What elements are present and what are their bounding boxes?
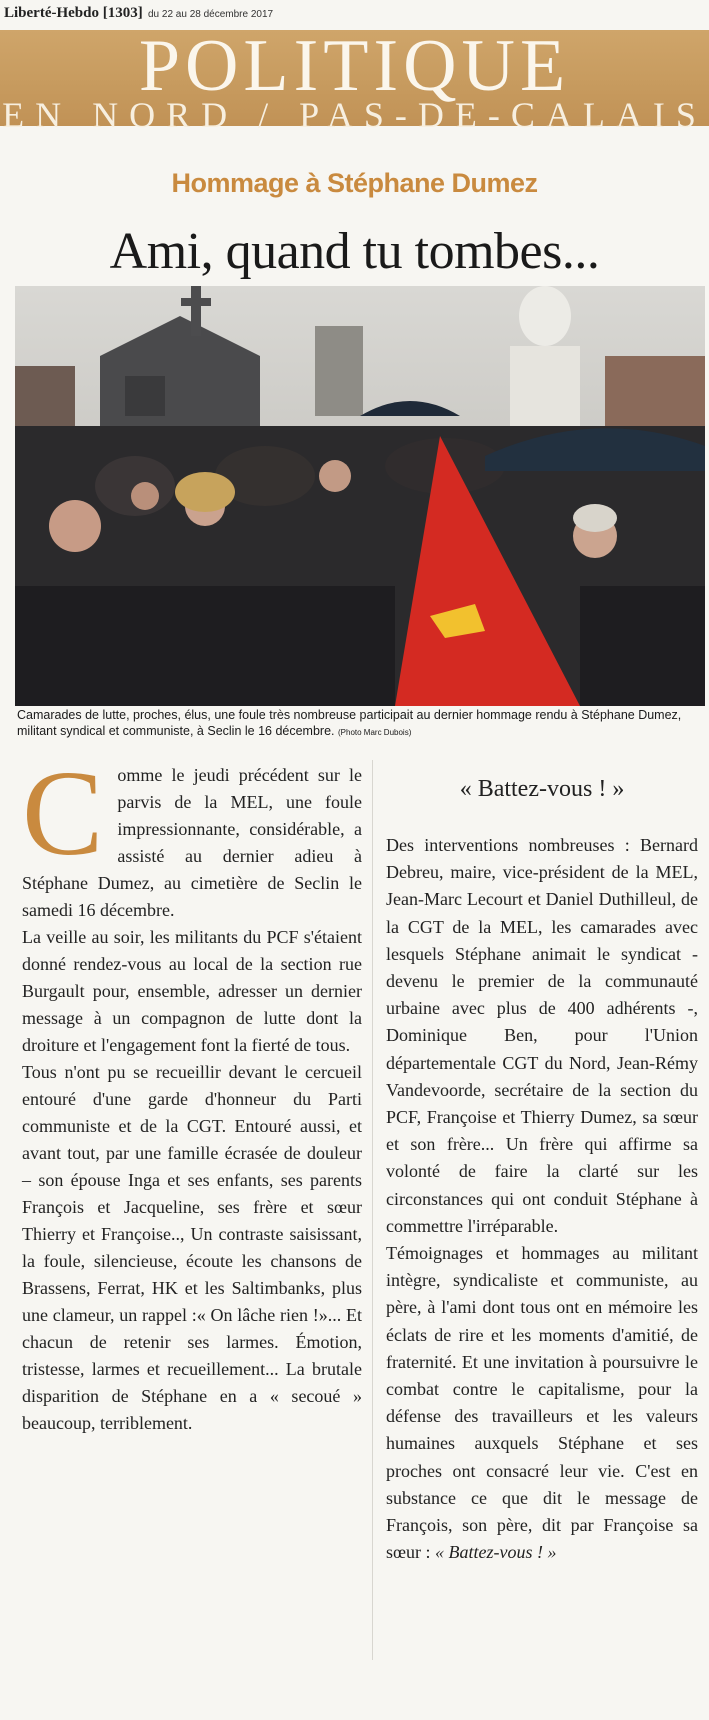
article-column-right xyxy=(386,832,698,1566)
article-kicker: Hommage à Stéphane Dumez xyxy=(171,168,538,198)
cemetery-crowd-photo xyxy=(15,286,705,706)
caption-text: Camarades de lutte, proches, élus, une foule très nombreuse participait au dernier hommage rendu à Stéphane Dumez, militant syndical et communiste, à Seclin le 16 décembre. xyxy=(17,708,682,738)
section-title: POLITIQUE xyxy=(138,25,571,107)
article-photo xyxy=(15,286,705,706)
section-banner xyxy=(0,25,709,135)
paragraph-1: omme le jeudi précédent sur le parvis de la MEL, une foule impressionnante, considérable, a assisté au dernier adieu à Stéphane Dumez, au cimetière de Seclin le samedi 16 décembre. xyxy=(22,765,362,920)
section-subhead: « Battez-vous ! » xyxy=(459,776,625,802)
drop-cap: C xyxy=(22,746,104,881)
issue-date: du 22 au 28 décembre 2017 xyxy=(148,9,274,20)
paragraph-5-text: Témoignages et hommages au militant intègre, syndicaliste et communiste, au père, à l'ami dont tous ont en mémoire les éclats de rire et les moments d'amitié, de fraternité. Et une invitation à poursuivre le combat contre le capitalisme, pour la défense des travailleurs et les valeurs humaines auxquels Stéphane et ses proches ont consacré leur vie. C'est en substance ce que dit le message de François, son père, dit par Françoise sa sœur : xyxy=(386,1243,698,1563)
photo-credit: (Photo Marc Dubois) xyxy=(338,728,412,737)
paragraph-2: La veille au soir, les militants du PCF s'étaient donné rendez-vous au local de la section rue Burgault pour, ensemble, adresser un dernier message à un compagnon de lutte dont la droiture et l'engagement font la fierté de tous. xyxy=(22,927,362,1055)
photo-caption xyxy=(17,707,705,741)
article-column-left xyxy=(22,746,362,1437)
paragraph-4: Des interventions nombreuses : Bernard Debreu, maire, vice-président de la MEL, Jean-Marc Lecourt et Daniel Duthilleul, de la CGT de la MEL, les camarades avec lesquels Stéphane animait le syndicat - devenu le premier de la communauté urbaine avec plus de 400 adhérents -, Dominique Ben, pour l'Union départementale CGT du Nord, Jean-Rémy Vandevoorde, secrétaire de la section du PCF, Françoise et Thierry Dumez, sa sœur et son frère... Un frère qui affirme sa volonté de faire la clarté sur les circonstances qui ont conduit Stéphane à commettre l'irréparable. xyxy=(386,835,698,1236)
paper-name: Liberté-Hebdo [1303] xyxy=(4,5,143,21)
section-subtitle: EN NORD / PAS-DE-CALAIS xyxy=(2,95,707,135)
column-divider xyxy=(372,760,373,1660)
closing-quote: « Battez-vous ! » xyxy=(435,1542,557,1563)
paragraph-5 xyxy=(386,1240,698,1566)
paragraph-3: Tous n'ont pu se recueillir devant le cercueil entouré d'une garde d'honneur du Parti communiste et de la CGT. Entouré aussi, et avant tout, par une famille écrasée de douleur – son épouse Inga et ses enfants, ses parents François et Jacqueline, ses frère et sœur Thierry et Françoise.., Un contraste saisissant, la foule, silencieuse, écoute les chansons de Brassens, Ferrat, HK et les Saltimbanks, plus une clameur, un rappel :« On lâche rien !»... Et chacun de retenir ses larmes. Émotion, tristesse, larmes et recueillement... La brutale disparition de Stéphane en a « secoué » beaucoup, terriblement. xyxy=(22,1062,362,1433)
article-headline: Ami, quand tu tombes... xyxy=(109,223,600,280)
